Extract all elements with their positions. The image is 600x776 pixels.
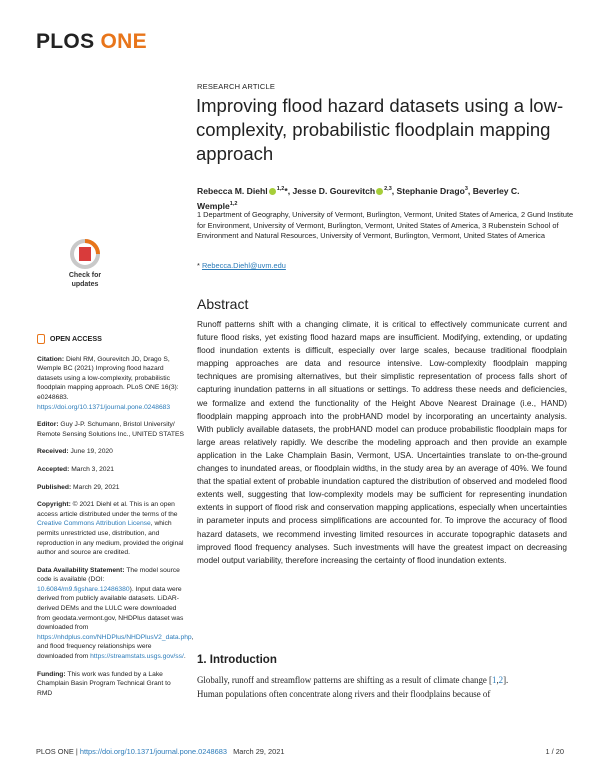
journal-logo: PLOS ONE — [36, 30, 147, 53]
author-name[interactable]: Jesse D. Gourevitch — [292, 185, 376, 196]
funding: Funding: This work was funded by a Lake Champlain Basin Program Technical Grant to RMD — [37, 670, 171, 697]
article-title: Improving flood hazard datasets using a low-complexity, probabilistic floodplain mapping approach — [196, 95, 564, 164]
section-heading: 1. Introduction — [197, 654, 277, 666]
abstract-text: Runoff patterns shift with a changing climate, it is critical to effectively communicate current and future flood risks, yet existing flood hazard maps are insufficient. Modifying, extending, or updating flood inundation extents is difficult, especially over large scales, because traditional floodplain mapping approaches are data and resource intensive. Low-complexity floodplain mapping techniques are promising alternatives, but their simplistic representation of process falls short of capturing inundation patterns in all situations or settings. To address these needs and deficiencies, we formalize and extend the functionality of the Height Above Nearest Drainage (i.e., HAND) floodplain mapping approach into the probHAND model by incorporating an uncertainty analysis. With publicly available datasets, the probHAND model can produce probabilistic floodplain maps for large areas relatively rapidly. We describe the modeling approach and then provide an example application in the Lake Champlain Basin, Vermont, USA. Uncertainties translate to on-the-ground changes to inundated areas, or floodplain widths, in the study area by an average of 40%. We found that the spatial extent of probable inundation captured the distribution of observed and modeled flood extents well, suggesting that low-complexity models may be sufficient for representing inundation extents in support of flood risk and conservation mapping applications, especially when uncertainties in parameter inputs and process simplifications are accounted for. To improve the accuracy of flood hazard datasets, we recommend investing limited resources in accurate topographic datasets and improved flood frequency analyses. Such investments will have the greatest impact on decreasing model output variability, therefore increasing the certainty of flood inundation extents. — [197, 320, 567, 565]
badge-line1: Check for — [68, 272, 102, 279]
page-number: 1 / 20 — [545, 747, 564, 756]
badge-line2: updates — [71, 281, 99, 288]
citation-doi-link[interactable]: https://doi.org/10.1371/journal.pone.0248683 — [37, 403, 171, 411]
author-name[interactable]: Beverley C. Wemple — [197, 185, 520, 211]
intro-text: Globally, runoff and streamflow patterns are shifting as a result of climate change [1,2]. Human populations often concentrate along rivers and their floodplains because of — [197, 675, 509, 699]
streamstats-link[interactable]: https://streamstats.usgs.gov/ss/ — [90, 653, 184, 661]
figshare-link[interactable]: 10.6084/m9.figshare.12486380 — [37, 585, 130, 593]
orcid-icon[interactable] — [376, 188, 383, 195]
page-footer: PLOS ONE | https://doi.org/10.1371/journal.pone.0248683 March 29, 2021 1 / 20 — [36, 747, 564, 756]
accepted-date: Accepted: March 3, 2021 — [37, 465, 114, 473]
nhdplus-link[interactable]: https://nhdplus.com/NHDPlus/NHDPlusV2_data.php — [37, 633, 192, 641]
check-for-updates-badge[interactable] — [63, 238, 107, 291]
author-list: Rebecca M. Diehl $^{1,2}$*, Jesse D. Gourevitch $^{2,3}$, Stephanie Drago$^3$, Beverley C. Wemple$^{1,2}$ — [197, 185, 520, 211]
open-access-icon — [37, 334, 45, 344]
citation-ref[interactable]: 1 — [492, 675, 497, 685]
article-type: RESEARCH ARTICLE — [197, 82, 276, 91]
published-date: Published: March 29, 2021 — [37, 483, 120, 491]
abstract-heading: Abstract — [197, 296, 249, 312]
citation-ref[interactable]: 2 — [498, 675, 504, 685]
affiliations: 1 Department of Geography, University of Vermont, Burlington, Vermont, United States of America, 2 Gund Institute for Environment, University of Vermont, Burlington, Vermont, United States of America, 3 Rubenstein School of Environment and Natural Resources, University of Vermont, Burlington, Vermont, United States of America — [197, 210, 574, 240]
check-for-updates-icon — [63, 238, 107, 291]
footer-date: March 29, 2021 — [233, 747, 285, 756]
footer-journal: PLOS ONE — [36, 747, 74, 756]
license-link[interactable]: Creative Commons Attribution License — [37, 520, 151, 528]
orcid-icon[interactable] — [269, 188, 276, 195]
editor: Editor: Guy J-P. Schumann, Bristol University/ Remote Sensing Solutions Inc., UNITED STATES — [37, 421, 184, 438]
received-date: Received: June 19, 2020 — [37, 448, 113, 456]
data-availability: Data Availability Statement: The model source code is available (DOI: 10.6084/m9.figshare.12486380). Input data were derived from publicly available datasets. LiDAR-derived DEMs and the LULC were downloaded from geodata.vermont.gov, NHDPlus dataset was downloaded from https://nhdplus.com/NHDPlus/NHDPlusV2_data.php, and flood frequency relationships were downloaded from https://streamstats.usgs.gov/ss/. — [37, 566, 194, 661]
article-sidebar — [37, 334, 194, 706]
author-name[interactable]: Stephanie Drago — [396, 185, 465, 196]
copyright: Copyright: © 2021 Diehl et al. This is an open access article distributed under the terms of the Creative Commons Attribution License, which permits unrestricted use, distribution, and reproduction in any medium, provided the original author and source are credited. — [37, 501, 184, 557]
footer-doi-link[interactable]: https://doi.org/10.1371/journal.pone.0248683 — [79, 747, 227, 756]
author-name[interactable]: Rebecca M. Diehl — [197, 185, 268, 196]
open-access-label: OPEN ACCESS — [49, 334, 102, 343]
email-link[interactable]: Rebecca.Diehl@uvm.edu — [201, 261, 286, 270]
citation: Citation: Diehl RM, Gourevitch JD, Drago S, Wemple BC (2021) Improving flood hazard datasets using a low-complexity, probabilistic floodplain mapping approach. PLoS ONE 16(3): e0248683. https://doi.org/10.1371/journal.pone.0248683 — [37, 355, 179, 411]
corresponding-author: * Rebecca.Diehl@uvm.edu — [197, 261, 286, 270]
